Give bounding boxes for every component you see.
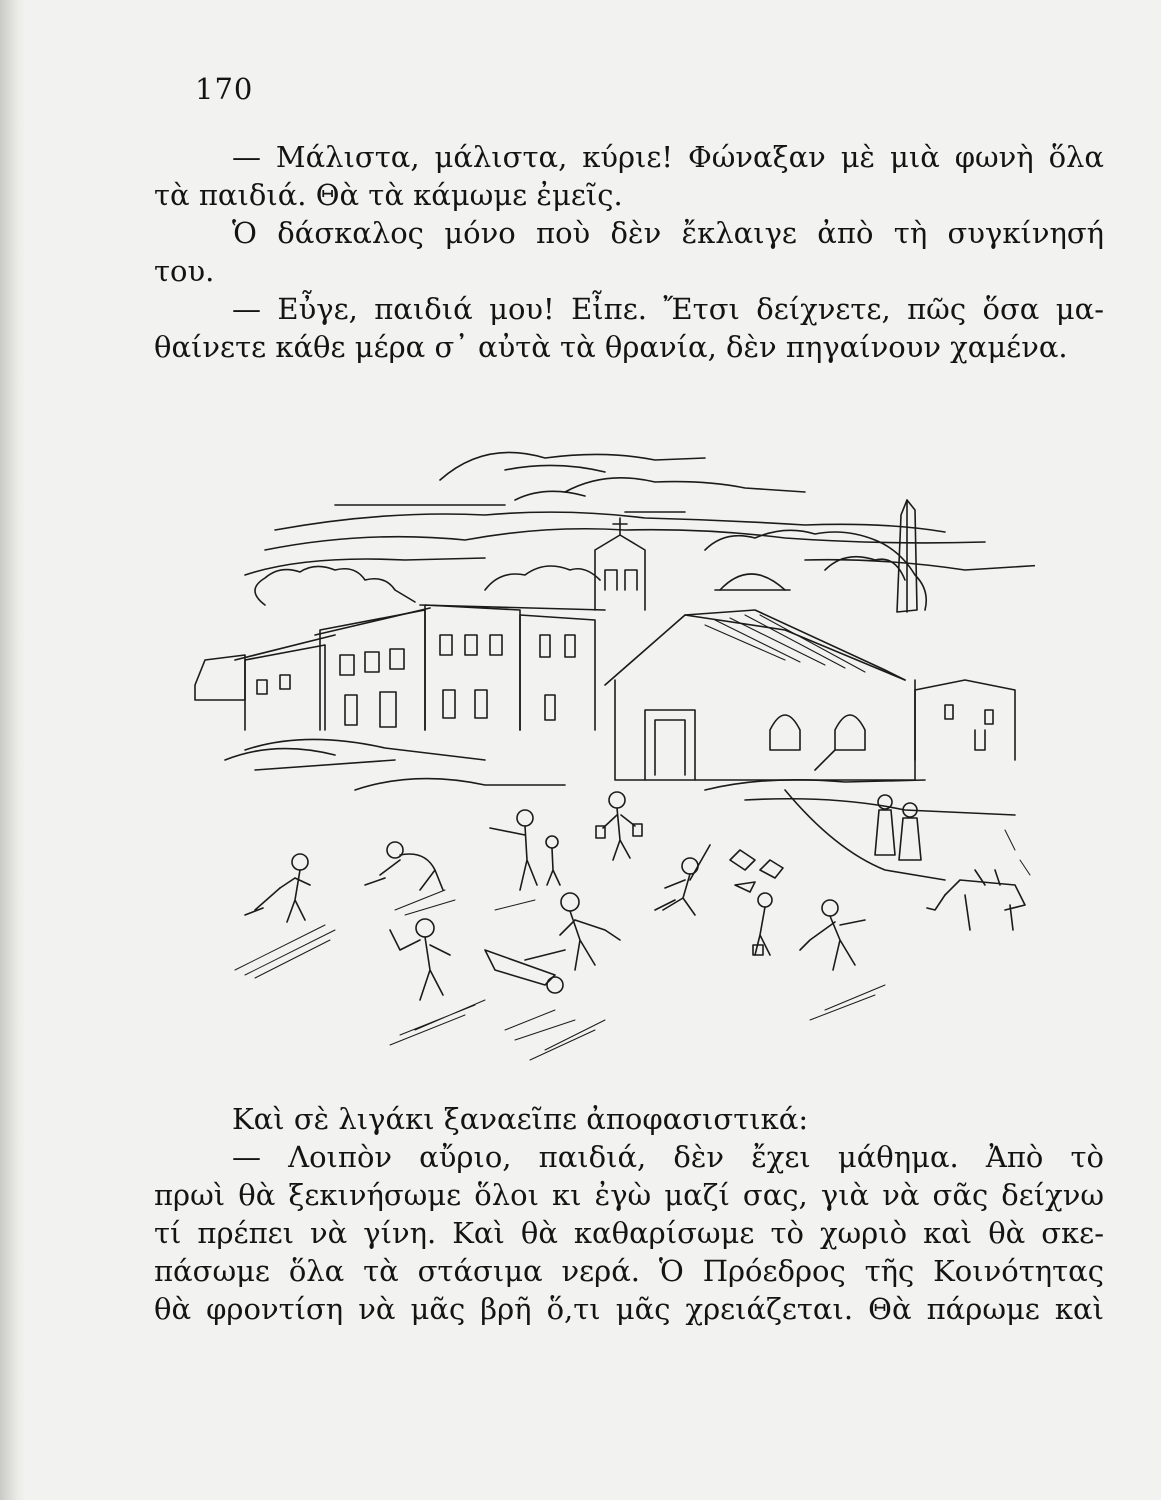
water-carrier-figure — [596, 792, 642, 860]
text-line: τί πρέπει νὰ γίνη. Καὶ θὰ καθαρίσωμε τὸ χωριὸ καὶ θὰ σκε- — [154, 1216, 1104, 1250]
paragraph-4 — [154, 1100, 1104, 1138]
text-line: Ὁ δάσκαλος μόνο ποὺ δὲν ἔκλαιγε ἀπὸ τὴ συγκίνησή — [232, 216, 1104, 250]
paragraph-2 — [154, 214, 1104, 290]
worker-figure-3 — [390, 919, 485, 1045]
worker-figure-2 — [365, 842, 455, 915]
text-line: Καὶ σὲ λιγάκι ξαναεῖπε ἀποφασιστικά: — [232, 1102, 809, 1136]
text-line: — Λοιπὸν αὔριο, παιδιά, δὲν ἔχει μάθημα. Ἀπὸ τὸ — [232, 1140, 1104, 1174]
text-line: θαίνετε κάθε μέρα σ᾽ αὐτὰ τὰ θρανία, δὲν πηγαίνουν χαμένα. — [154, 330, 1068, 364]
top-text-block — [154, 138, 1104, 366]
worker-figure-4 — [530, 893, 620, 1060]
binding-shadow — [0, 0, 26, 1500]
text-line: θὰ φροντίση νὰ μᾶς βρῆ ὅ,τι μᾶς χρειάζεται. Θὰ πάρωμε καὶ — [154, 1292, 1104, 1326]
paragraph-1 — [154, 138, 1104, 214]
text-line: — Μάλιστα, μάλιστα, κύριε! Φώναξαν μὲ μιὰ φωνὴ ὅλα — [232, 140, 1104, 174]
walking-figure-man — [490, 810, 537, 910]
walking-figure-child — [546, 836, 560, 885]
standing-women-figures — [875, 795, 921, 860]
paragraph-3 — [154, 290, 1104, 366]
text-line: — Εὖγε, παιδιά μου! Εἶπε. Ἔτσι δείχνετε, πῶς ὅσα μα- — [232, 292, 1104, 326]
village-illustration — [185, 430, 1035, 1070]
running-boy-figure — [655, 845, 710, 915]
girl-with-bucket-figure — [753, 893, 772, 955]
worker-figure-1 — [235, 854, 335, 978]
chickens — [730, 850, 783, 892]
village-drawing — [185, 430, 1035, 1070]
wheelbarrow — [485, 950, 575, 1040]
page-number: 170 — [195, 72, 254, 106]
text-line: του. — [154, 254, 215, 288]
worker-figure-5 — [800, 900, 885, 1020]
text-line: πρωὶ θὰ ξεκινήσωμε ὅλοι κι ἐγὼ μαζί σας, γιὰ νὰ σᾶς δείχνω — [154, 1178, 1104, 1212]
text-line: πάσωμε ὅλα τὰ στάσιμα νερά. Ὁ Πρόεδρος τῆς Κοινότητας — [154, 1254, 1104, 1288]
paragraph-5 — [154, 1138, 1104, 1328]
bottom-text-block — [154, 1100, 1104, 1328]
text-line: τὰ παιδιά. Θὰ τὰ κάμωμε ἐμεῖς. — [154, 178, 623, 212]
